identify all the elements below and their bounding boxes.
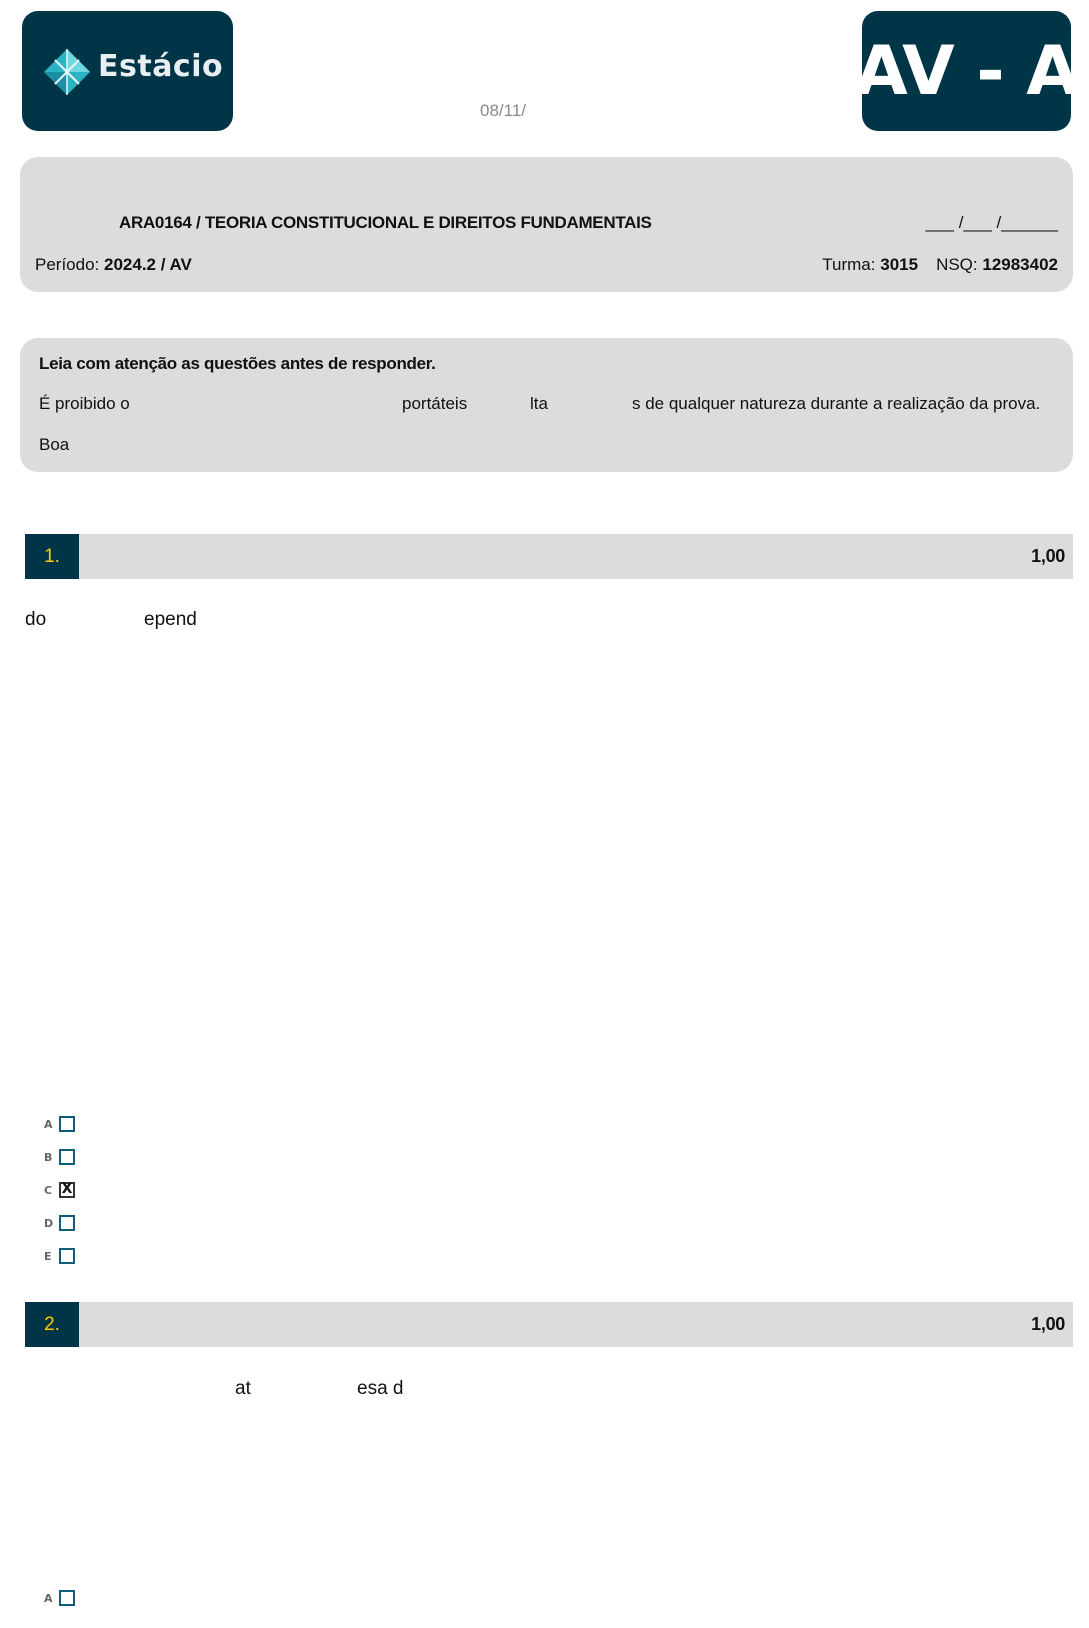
option-checkbox[interactable] bbox=[59, 1590, 75, 1606]
answer-option[interactable] bbox=[44, 1113, 75, 1135]
answer-option[interactable] bbox=[44, 1587, 75, 1609]
periodo-value: 2024.2 / AV bbox=[104, 255, 192, 274]
exam-type-badge bbox=[855, 11, 1078, 131]
option-letter: B bbox=[44, 1150, 53, 1164]
turma-value: 3015 bbox=[880, 255, 919, 274]
instructions-fragment: s de qualquer natureza durante a realização da prova. bbox=[632, 394, 1041, 413]
instructions-closing: Boa bbox=[39, 435, 70, 454]
question-header bbox=[25, 534, 1073, 579]
estacio-logo-icon bbox=[42, 47, 92, 97]
question-text-fragment: at bbox=[235, 1378, 251, 1399]
instructions-title: Leia com atenção as questões antes de responder. bbox=[39, 354, 436, 373]
question-number: 1. bbox=[25, 534, 79, 579]
option-letter: A bbox=[44, 1117, 53, 1131]
nsq-label: NSQ: bbox=[936, 255, 978, 274]
option-checkbox[interactable] bbox=[59, 1116, 75, 1132]
exam-type-label: AV - A bbox=[855, 31, 1078, 111]
instructions-fragment: lta bbox=[530, 394, 548, 413]
nsq-value: 12983402 bbox=[982, 255, 1058, 274]
option-letter: E bbox=[44, 1249, 52, 1263]
instructions-fragment: É proibido o bbox=[39, 394, 130, 413]
header-date: 08/11/ bbox=[480, 101, 527, 120]
logo-text: Estácio bbox=[98, 49, 224, 84]
check-x-icon: X bbox=[61, 1181, 73, 1197]
periodo-label: Período: bbox=[35, 255, 100, 274]
question-number: 2. bbox=[25, 1302, 79, 1347]
instructions-fragment: portáteis bbox=[402, 394, 468, 413]
option-checkbox[interactable] bbox=[59, 1215, 75, 1231]
question-score: 1,00 bbox=[1031, 546, 1065, 566]
answer-option[interactable] bbox=[44, 1245, 75, 1267]
option-letter: C bbox=[44, 1183, 53, 1197]
turma-nsq bbox=[822, 255, 1058, 275]
option-checkbox[interactable] bbox=[59, 1149, 75, 1165]
question-score: 1,00 bbox=[1031, 1314, 1065, 1334]
question-text-fragment: esa d bbox=[357, 1378, 404, 1399]
question-text-fragment: do bbox=[25, 609, 47, 630]
answer-option[interactable] bbox=[44, 1146, 75, 1168]
option-checkbox[interactable] bbox=[59, 1248, 75, 1264]
option-letter: D bbox=[44, 1216, 54, 1230]
estacio-logo bbox=[22, 11, 233, 131]
instructions-panel bbox=[20, 338, 1073, 472]
question-header bbox=[25, 1302, 1073, 1347]
course-title: ARA0164 / TEORIA CONSTITUCIONAL E DIREITOS FUNDAMENTAIS bbox=[119, 213, 652, 232]
turma-label: Turma: bbox=[822, 255, 876, 274]
course-header bbox=[20, 157, 1073, 292]
periodo bbox=[35, 255, 192, 275]
date-blank-field: ___ /___ /______ bbox=[925, 213, 1058, 232]
option-letter: A bbox=[44, 1591, 53, 1605]
option-checkbox-checked[interactable] bbox=[59, 1182, 75, 1198]
question-text-fragment: epend bbox=[144, 609, 197, 630]
answer-option-selected[interactable] bbox=[44, 1179, 75, 1201]
answer-option[interactable] bbox=[44, 1212, 75, 1234]
